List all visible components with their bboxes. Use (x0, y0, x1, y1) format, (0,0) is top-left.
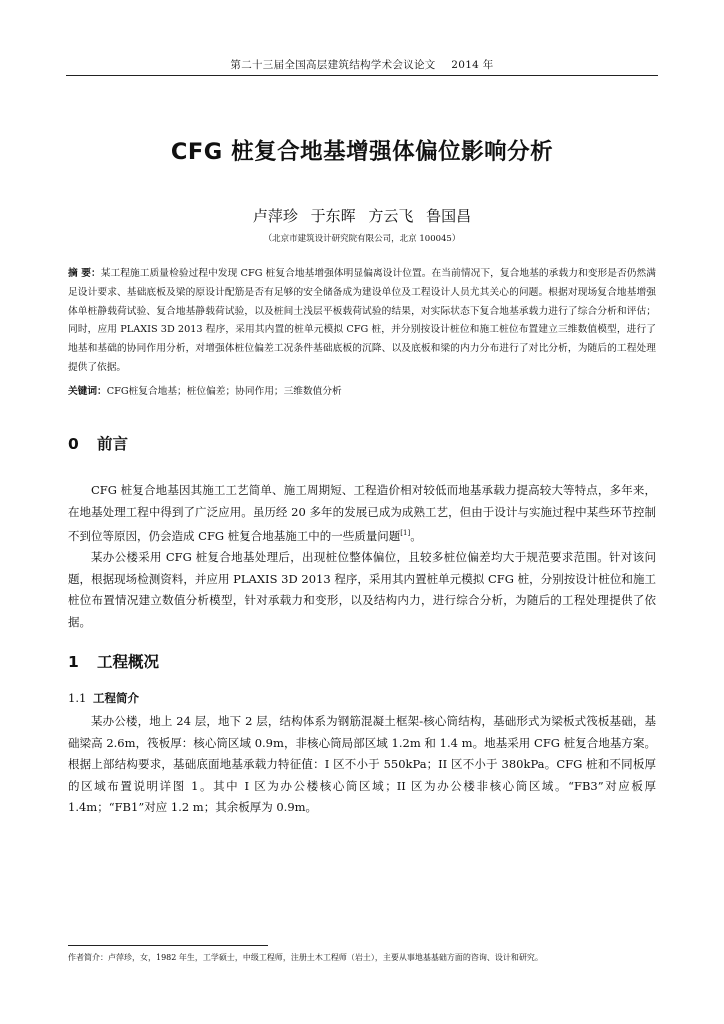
paragraph (68, 480, 656, 547)
paragraph: 某办公楼采用 CFG 桩复合地基处理后，出现桩位整体偏位，且较多桩位偏差均大于规范要求范围。针对该问题，根据现场检测资料，并应用 PLAXIS 3D 2013 程序，采用其内置桩单元模拟 CFG 桩，分别按设计桩位和施工桩位布置情况建立数值分析模型，针对承载力和变形，以及结构内力，进行综合分析，为随后的工程处理提供了依据。 (68, 550, 656, 629)
section-0-number: 0 (68, 435, 79, 453)
footnote-divider (68, 945, 268, 946)
conference-year: 2014 年 (451, 59, 494, 71)
section-0-body (68, 480, 656, 633)
paragraph: 某办公楼，地上 24 层，地下 2 层，结构体系为钢筋混凝土框架-核心筒结构，基础形式为梁板式筏板基础，基础梁高 2.6m，筏板厚：核心筒区域 0.9m，非核心筒局部区域 1.2m 和 1.4 m。地基采用 CFG 桩复合地基方案。根据上部结构要求，基础底面地基承载力特征值：I 区不小于 550kPa；II 区不小于 380kPa。CFG 桩和不同板厚的区域布置说明详图 1。其中 I 区为办公楼核心筒区域；II 区为办公楼非核心筒区域。“FB3”对应板厚 1.4m；“FB1”对应 1.2 m；其余板厚为 0.9m。 (68, 714, 656, 814)
paragraph-text: CFG 桩复合地基因其施工工艺简单、施工周期短、工程造价相对较低而地基承载力提高较大等特点，多年来，在地基处理工程中得到了广泛应用。虽历经 20 多年的发展已成为成熟工艺，但由于设计与实施过程中某些环节控制不到位等原因，仍会造成 CFG 桩复合地基施工中的一些质量问题 (68, 483, 656, 543)
citation-ref: [1] (400, 529, 411, 537)
abstract-label: 摘 要： (68, 268, 101, 279)
author-footnote: 作者简介：卢萍珍，女，1982 年生，工学硕士，中级工程师，注册土木工程师（岩土），主要从事地基基础方面的咨询、设计和研究。 (68, 953, 543, 962)
section-1-number: 1 (68, 653, 79, 671)
section-1-title: 工程概况 (97, 653, 160, 671)
section-1-heading (68, 650, 159, 672)
section-0-title: 前言 (97, 435, 129, 453)
paragraph-text-end: 。 (410, 528, 422, 543)
section-0-heading (68, 432, 128, 454)
abstract (68, 265, 656, 378)
subsection-title: 工程简介 (93, 691, 139, 705)
abstract-text: 某工程施工质量检验过程中发现 CFG 桩复合地基增强体明显偏离设计位置。在当前情况下，复合地基的承载力和变形是否仍然满足设计要求、基础底板及梁的原设计配筋是否有足够的安全储备成为建设单位及工程设计人员尤其关心的问题。根据对现场复合地基增强体单桩静载荷试验、复合地基静载荷试验，以及桩间土浅层平板载荷试验的结果，对实际状态下复合地基承载力进行了综合分析和评估；同时，应用 PLAXIS 3D 2013 程序，采用其内置的桩单元模拟 CFG 桩，并分别按设计桩位和施工桩位布置建立三维数值模型，进行了地基和基础的协同作用分析，对增强体桩位偏差工况条件基础底板的沉降、以及底板和梁的内力分布进行了对比分析，为随后的工程处理提供了依据。 (68, 268, 656, 373)
keywords (68, 383, 656, 401)
author-list: 卢萍珍 于东晖 方云飞 鲁国昌 (252, 207, 472, 225)
paper-title: CFG 桩复合地基增强体偏位影响分析 (170, 139, 554, 165)
affiliation: （北京市建筑设计研究院有限公司，北京 100045） (263, 234, 461, 244)
subsection-1-1-heading (68, 690, 139, 706)
running-header-text (66, 57, 658, 72)
keywords-text: CFG桩复合地基；桩位偏差；协同作用；三维数值分析 (106, 386, 342, 397)
conference-name: 第二十三届全国高层建筑结构学术会议论文 (230, 59, 436, 71)
subsection-1-1-body (68, 711, 656, 819)
running-header (66, 55, 658, 76)
subsection-number: 1.1 (68, 691, 87, 705)
keywords-label: 关键词： (68, 386, 107, 397)
